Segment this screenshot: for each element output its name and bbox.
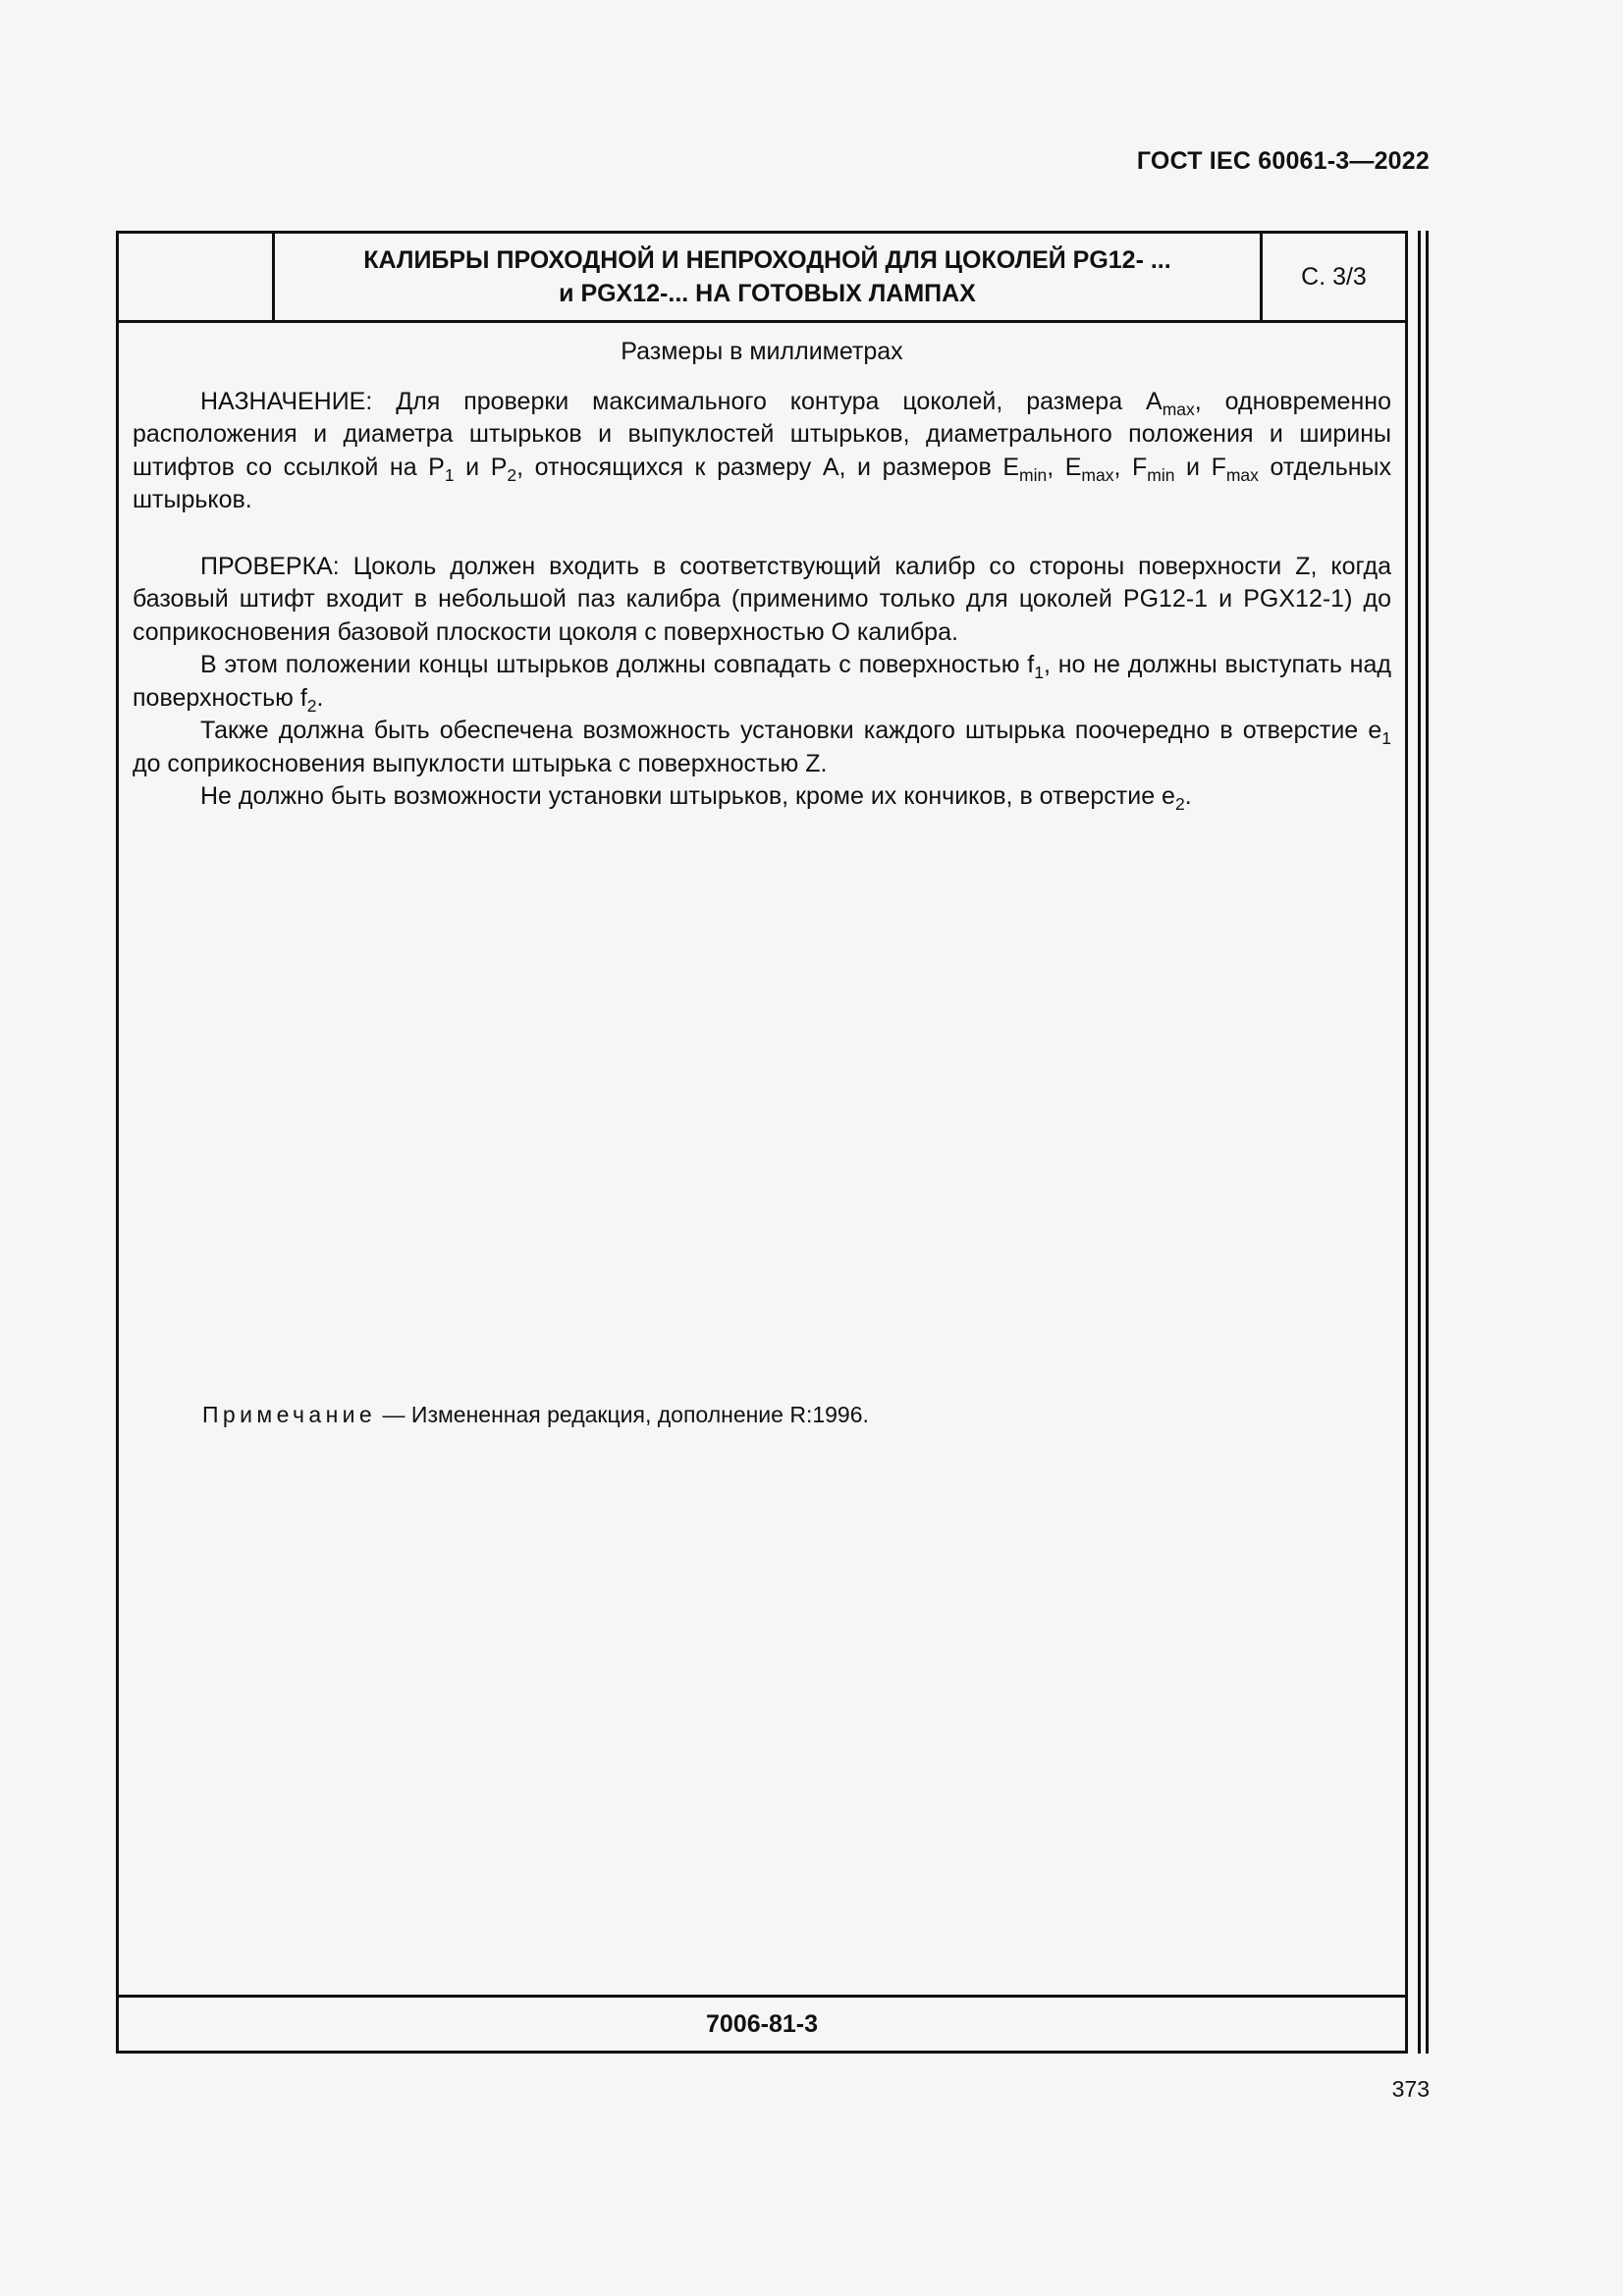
sheet-content bbox=[133, 336, 1391, 814]
note-text: — Измененная редакция, дополнение R:1996. bbox=[376, 1402, 869, 1427]
sheet-title-line-1: КАЛИБРЫ ПРОХОДНОЙ И НЕПРОХОДНОЙ ДЛЯ ЦОКОЛЕЙ PG12- ... bbox=[363, 246, 1171, 274]
note-label: Примечание bbox=[202, 1402, 377, 1427]
sheet-title-line-2: и PGX12-... НА ГОТОВЫХ ЛАМПАХ bbox=[559, 280, 976, 307]
right-margin-line bbox=[1426, 231, 1429, 2054]
position-paragraph: В этом положении концы штырьков должны совпадать с поверхностью $f_1$, но не должны выступать над поверхностью $f_2$. bbox=[133, 651, 1391, 716]
sheet-frame bbox=[116, 231, 1408, 2054]
no-insertion-paragraph: Не должно быть возможности установки штырьков, кроме их кончиков, в отверстие $e_2$. bbox=[200, 782, 1192, 815]
page-number: 373 bbox=[1391, 2076, 1430, 2102]
insertion-paragraph: Также должна быть обеспечена возможность установки каждого штырька поочередно в отверстие $e_1$ до соприкосновения выпуклости штырька с поверхностью Z. bbox=[133, 717, 1391, 777]
sheet-title bbox=[275, 234, 1263, 320]
note bbox=[202, 1402, 869, 1428]
sheet-page-indicator: С. 3/3 bbox=[1301, 262, 1367, 291]
purpose-paragraph: НАЗНАЧЕНИЕ: Для проверки максимального контура цоколей, размера $A_{max}$, одновременно расположения и диаметра штырьков и выпуклостей штырьков, диаметрального положения и ширины штифтов со ссылкой на $P_1$ и $P_2$, относящихся к размеру A, и размеров $E_{min}$, $E_{max}$, $F_{min}$ и $F_{max}$ отдельных штырьков. bbox=[133, 387, 1392, 513]
units-note: Размеры в миллиметрах bbox=[621, 338, 903, 365]
sheet-header bbox=[119, 234, 1405, 323]
check-paragraph: ПРОВЕРКА: Цоколь должен входить в соответствующий калибр со стороны поверхности Z, когда базовый штифт входит в небольшой паз калибра (применимо только для цоколей PG12-1 и PGX12-1) до соприкосновения базовой плоскости цоколя с поверхностью O калибра. bbox=[133, 552, 1391, 646]
right-margin-line bbox=[1418, 231, 1421, 2054]
sheet-code: 7006-81-3 bbox=[119, 1995, 1405, 2051]
header-empty-cell bbox=[119, 234, 275, 320]
standard-number: ГОСТ IEC 60061-3—2022 bbox=[1136, 147, 1430, 175]
